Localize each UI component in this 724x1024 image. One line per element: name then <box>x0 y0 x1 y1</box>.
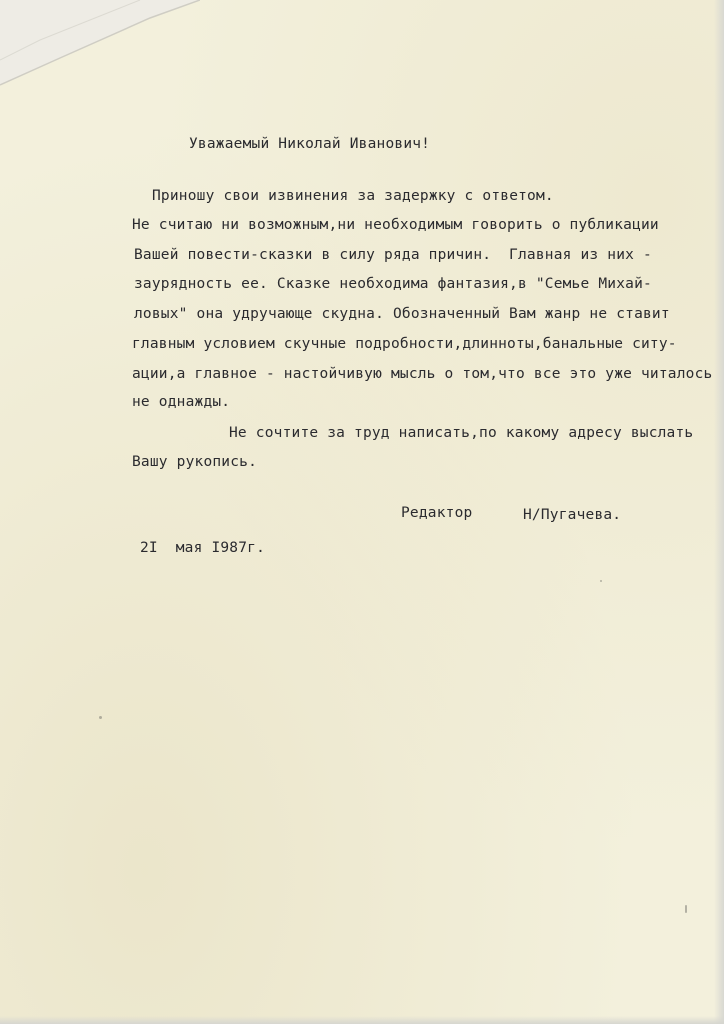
paper-fold-crease <box>0 0 200 90</box>
signature-name: Н/Пугачева. <box>523 507 622 523</box>
ink-speck <box>600 580 602 582</box>
letter-body-line-4: заурядность ее. Сказке необходима фантазия,в "Семье Михай- <box>134 276 652 292</box>
letter-closing-line-1: Не сочтите за труд написать,по какому адресу выслать <box>229 425 694 441</box>
letter-date: 2I мая I987г. <box>140 540 266 556</box>
letter-salutation: Уважаемый Николай Иванович! <box>189 136 431 152</box>
letter-body-line-3: Вашей повести-сказки в силу ряда причин. Главная из них - <box>134 247 652 263</box>
letter-body-line-2: Не считаю ни возможным,ни необходимым говорить о публикации <box>132 217 659 233</box>
paper-edge-bottom <box>0 1016 724 1024</box>
letter-closing-line-2: Вашу рукопись. <box>132 454 258 470</box>
letter-body-line-8: не однажды. <box>132 394 231 410</box>
signature-title: Редактор <box>401 505 473 521</box>
letter-body-line-6: главным условием скучные подробности,длинноты,банальные ситу- <box>132 336 677 352</box>
letter-body-line-7: ации,а главное - настойчивую мысль о том,что все это уже читалось <box>132 366 713 382</box>
letter-body-line-5: ловых" она удручающе скудна. Обозначенный Вам жанр не ставит <box>134 306 670 322</box>
paper-edge-right <box>714 0 724 1024</box>
ink-speck <box>99 716 102 719</box>
ink-speck <box>685 905 687 913</box>
letter-body-line-1: Приношу свои извинения за задержку с ответом. <box>152 188 554 204</box>
